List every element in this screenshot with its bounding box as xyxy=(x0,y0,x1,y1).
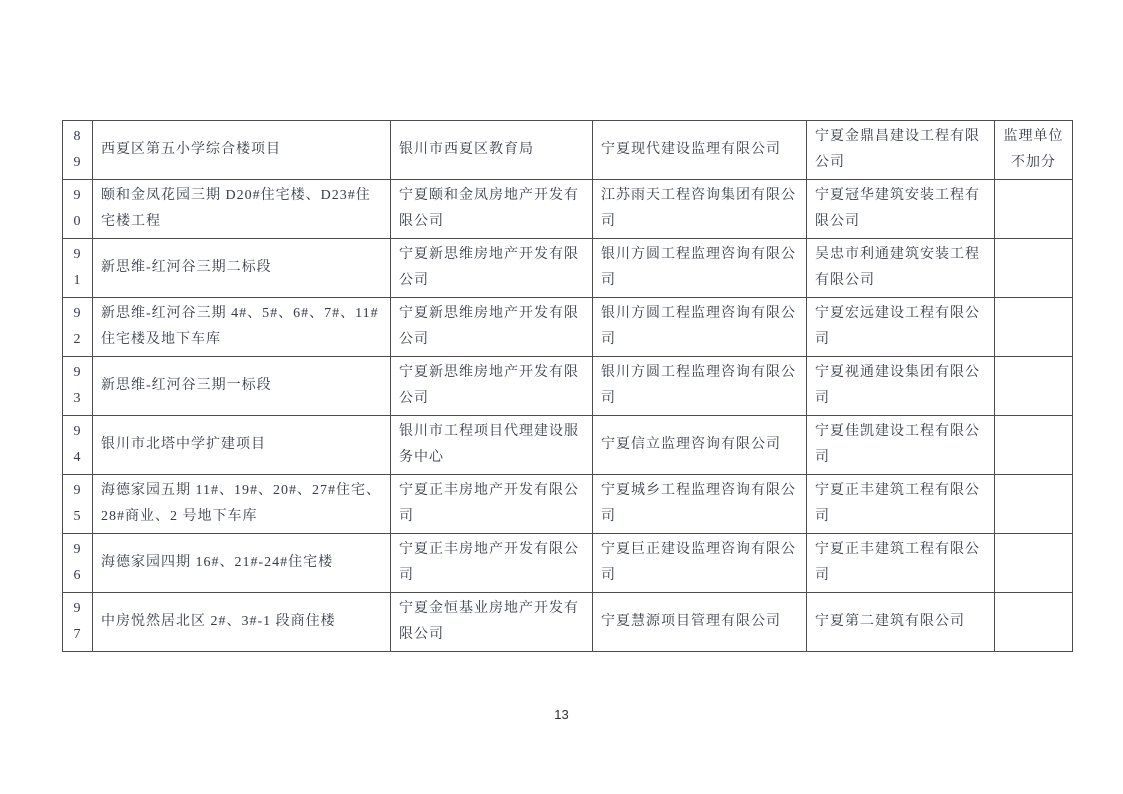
table-row xyxy=(63,357,1073,416)
cell-client: 宁夏颐和金凤房地产开发有限公司 xyxy=(391,180,593,239)
cell-constructor: 宁夏宏远建设工程有限公司 xyxy=(807,298,995,357)
cell-constructor: 宁夏佳凯建设工程有限公司 xyxy=(807,416,995,475)
cell-constructor: 宁夏第二建筑有限公司 xyxy=(807,593,995,652)
table-row xyxy=(63,121,1073,180)
cell-client: 宁夏金恒基业房地产开发有限公司 xyxy=(391,593,593,652)
cell-num: 92 xyxy=(63,298,93,357)
cell-supervisor: 江苏雨天工程咨询集团有限公司 xyxy=(593,180,807,239)
cell-supervisor: 宁夏慧源项目管理有限公司 xyxy=(593,593,807,652)
table-row xyxy=(63,239,1073,298)
cell-constructor: 宁夏金鼎昌建设工程有限公司 xyxy=(807,121,995,180)
cell-num: 94 xyxy=(63,416,93,475)
cell-supervisor: 宁夏巨正建设监理咨询有限公司 xyxy=(593,534,807,593)
cell-supervisor: 宁夏现代建设监理有限公司 xyxy=(593,121,807,180)
projects-table xyxy=(62,120,1073,652)
table-row xyxy=(63,534,1073,593)
cell-constructor: 宁夏冠华建筑安装工程有限公司 xyxy=(807,180,995,239)
table-row xyxy=(63,475,1073,534)
cell-constructor: 宁夏视通建设集团有限公司 xyxy=(807,357,995,416)
table-row xyxy=(63,180,1073,239)
cell-project: 新思维-红河谷三期 4#、5#、6#、7#、11#住宅楼及地下车库 xyxy=(93,298,391,357)
page-number: 13 xyxy=(554,707,569,722)
cell-remark xyxy=(995,416,1073,475)
cell-supervisor: 银川方圆工程监理咨询有限公司 xyxy=(593,357,807,416)
table-row xyxy=(63,416,1073,475)
table-row xyxy=(63,593,1073,652)
cell-supervisor: 银川方圆工程监理咨询有限公司 xyxy=(593,298,807,357)
cell-constructor: 宁夏正丰建筑工程有限公司 xyxy=(807,534,995,593)
cell-remark: 监理单位不加分 xyxy=(995,121,1073,180)
cell-num: 96 xyxy=(63,534,93,593)
cell-constructor: 宁夏正丰建筑工程有限公司 xyxy=(807,475,995,534)
cell-project: 新思维-红河谷三期二标段 xyxy=(93,239,391,298)
cell-remark xyxy=(995,180,1073,239)
cell-project: 银川市北塔中学扩建项目 xyxy=(93,416,391,475)
table-body xyxy=(63,121,1073,652)
cell-client: 宁夏新思维房地产开发有限公司 xyxy=(391,298,593,357)
cell-num: 89 xyxy=(63,121,93,180)
cell-num: 93 xyxy=(63,357,93,416)
cell-remark xyxy=(995,534,1073,593)
cell-remark xyxy=(995,475,1073,534)
table-row xyxy=(63,298,1073,357)
cell-client: 银川市工程项目代理建设服务中心 xyxy=(391,416,593,475)
cell-client: 宁夏新思维房地产开发有限公司 xyxy=(391,239,593,298)
cell-remark xyxy=(995,593,1073,652)
cell-project: 海德家园四期 16#、21#-24#住宅楼 xyxy=(93,534,391,593)
cell-project: 中房悦然居北区 2#、3#-1 段商住楼 xyxy=(93,593,391,652)
cell-constructor: 吴忠市利通建筑安装工程有限公司 xyxy=(807,239,995,298)
cell-project: 海德家园五期 11#、19#、20#、27#住宅、28#商业、2 号地下车库 xyxy=(93,475,391,534)
cell-remark xyxy=(995,357,1073,416)
cell-project: 西夏区第五小学综合楼项目 xyxy=(93,121,391,180)
cell-supervisor: 银川方圆工程监理咨询有限公司 xyxy=(593,239,807,298)
cell-remark xyxy=(995,239,1073,298)
cell-supervisor: 宁夏信立监理咨询有限公司 xyxy=(593,416,807,475)
cell-num: 91 xyxy=(63,239,93,298)
cell-client: 宁夏正丰房地产开发有限公司 xyxy=(391,475,593,534)
cell-client: 宁夏新思维房地产开发有限公司 xyxy=(391,357,593,416)
cell-client: 银川市西夏区教育局 xyxy=(391,121,593,180)
cell-supervisor: 宁夏城乡工程监理咨询有限公司 xyxy=(593,475,807,534)
cell-client: 宁夏正丰房地产开发有限公司 xyxy=(391,534,593,593)
cell-num: 95 xyxy=(63,475,93,534)
cell-project: 颐和金凤花园三期 D20#住宅楼、D23#住宅楼工程 xyxy=(93,180,391,239)
cell-remark xyxy=(995,298,1073,357)
cell-project: 新思维-红河谷三期一标段 xyxy=(93,357,391,416)
cell-num: 90 xyxy=(63,180,93,239)
cell-num: 97 xyxy=(63,593,93,652)
